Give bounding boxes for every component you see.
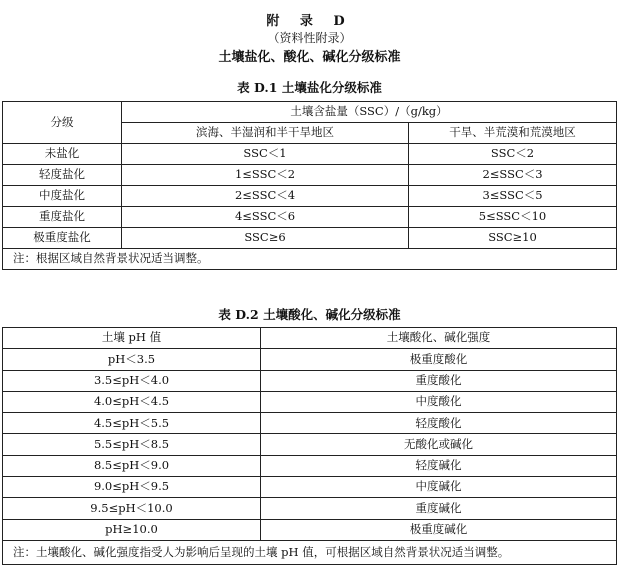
header-degree: 土壤酸化、碱化强度 xyxy=(261,328,617,349)
appendix-heading: 土壤盐化、酸化、碱化分级标准 xyxy=(218,50,401,65)
table-row xyxy=(3,498,617,519)
table-row xyxy=(3,391,617,412)
table2-caption: 表 D.2 土壤酸化、碱化分级标准 xyxy=(218,307,401,322)
table-row xyxy=(3,349,617,370)
cell-degree: 中度碱化 xyxy=(261,477,617,498)
cell-region2: 5≤SSC＜10 xyxy=(409,207,617,228)
table-header-row xyxy=(3,102,617,123)
table-row xyxy=(3,144,617,165)
cell-region1: 1≤SSC＜2 xyxy=(122,165,409,186)
table-row xyxy=(3,477,617,498)
cell-grade: 重度盐化 xyxy=(3,207,122,228)
header-salt-content: 土壤含盐量（SSC）/（g/kg） xyxy=(122,102,617,123)
cell-ph: pH≥10.0 xyxy=(3,519,261,540)
header-region1: 滨海、半湿润和半干旱地区 xyxy=(122,123,409,144)
cell-region1: 4≤SSC＜6 xyxy=(122,207,409,228)
table-header-row xyxy=(3,328,617,349)
cell-degree: 极重度酸化 xyxy=(261,349,617,370)
cell-ph: 4.0≤pH＜4.5 xyxy=(3,391,261,412)
table-row xyxy=(3,228,617,249)
cell-degree: 重度碱化 xyxy=(261,498,617,519)
cell-ph: 9.0≤pH＜9.5 xyxy=(3,477,261,498)
cell-grade: 极重度盐化 xyxy=(3,228,122,249)
cell-ph: 8.5≤pH＜9.0 xyxy=(3,455,261,476)
header-region2: 干旱、半荒漠和荒漠地区 xyxy=(409,123,617,144)
cell-region1: 2≤SSC＜4 xyxy=(122,186,409,207)
table-row xyxy=(3,207,617,228)
table-note-row xyxy=(3,249,617,270)
table-note-row xyxy=(3,540,617,564)
table1-note: 注：根据区域自然背景状况适当调整。 xyxy=(3,249,617,270)
table-row xyxy=(3,519,617,540)
cell-ph: 4.5≤pH＜5.5 xyxy=(3,413,261,434)
table-row xyxy=(3,434,617,455)
table-row xyxy=(3,413,617,434)
cell-degree: 重度酸化 xyxy=(261,370,617,391)
table1-caption: 表 D.1 土壤盐化分级标准 xyxy=(237,80,382,95)
cell-degree: 极重度碱化 xyxy=(261,519,617,540)
cell-degree: 轻度碱化 xyxy=(261,455,617,476)
table-row xyxy=(3,370,617,391)
cell-degree: 无酸化或碱化 xyxy=(261,434,617,455)
cell-region2: 2≤SSC＜3 xyxy=(409,165,617,186)
appendix-title: 附 录 D xyxy=(266,14,353,29)
table2-note: 注：土壤酸化、碱化强度指受人为影响后呈现的土壤 pH 值，可根据区域自然背景状况适当调整。 xyxy=(3,540,617,564)
cell-degree: 中度酸化 xyxy=(261,391,617,412)
acidification-alkalization-table xyxy=(2,327,617,565)
cell-region2: SSC≥10 xyxy=(409,228,617,249)
cell-ph: 3.5≤pH＜4.0 xyxy=(3,370,261,391)
cell-grade: 未盐化 xyxy=(3,144,122,165)
table-row xyxy=(3,455,617,476)
table-row xyxy=(3,186,617,207)
cell-ph: 5.5≤pH＜8.5 xyxy=(3,434,261,455)
cell-region1: SSC＜1 xyxy=(122,144,409,165)
salinization-table xyxy=(2,101,617,270)
cell-grade: 轻度盐化 xyxy=(3,165,122,186)
cell-ph: 9.5≤pH＜10.0 xyxy=(3,498,261,519)
cell-degree: 轻度酸化 xyxy=(261,413,617,434)
cell-ph: pH＜3.5 xyxy=(3,349,261,370)
cell-grade: 中度盐化 xyxy=(3,186,122,207)
header-grade: 分级 xyxy=(3,102,122,144)
cell-region1: SSC≥6 xyxy=(122,228,409,249)
header-ph: 土壤 pH 值 xyxy=(3,328,261,349)
table-row xyxy=(3,165,617,186)
appendix-subtitle: （资料性附录） xyxy=(267,31,352,45)
cell-region2: 3≤SSC＜5 xyxy=(409,186,617,207)
cell-region2: SSC＜2 xyxy=(409,144,617,165)
